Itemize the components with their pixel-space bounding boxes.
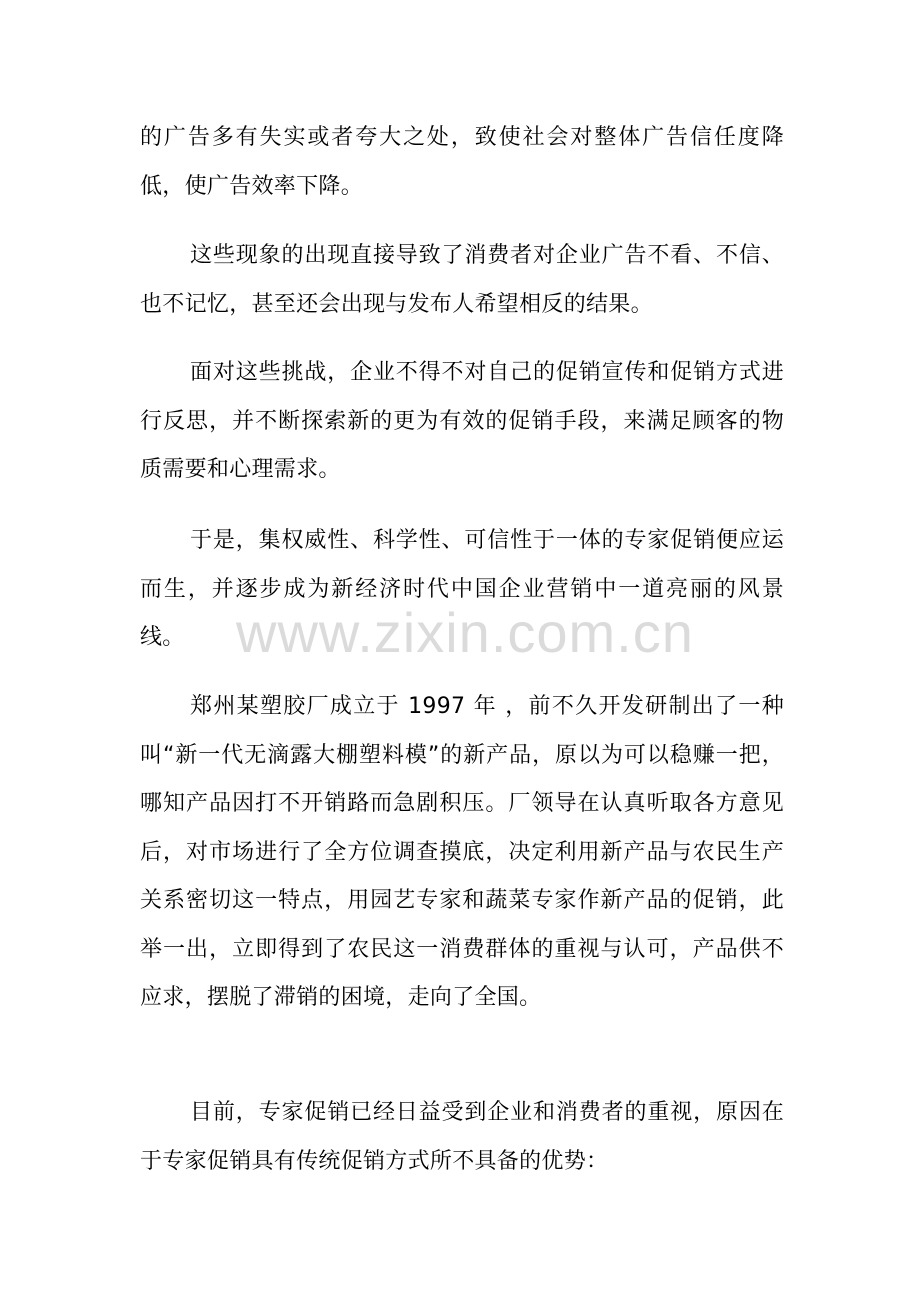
- paragraph-1: 的广告多有失实或者夸大之处，致使社会对整体广告信任度降低，使广告效率下降。: [140, 125, 784, 199]
- watermark: www.zixin.com.cn: [236, 601, 694, 664]
- paragraph-5: 郑州某塑胶厂成立于 1997 年 ，前不久开发研制出了一种叫“新一代无滴露大棚塑料模”的新产品，原以为可以稳赚一把，哪知产品因打不开销路而急剧积压。厂领导在认真听取各方意见后，对市场进行了全方位调查摸底，决定利用新产品与农民生产关系密切这一特点，用园艺专家和蔬菜专家作新产品的促销，此举一出，立即得到了农民这一消费群体的重视与认可，产品供不应求，摆脱了滞销的困境，走向了全国。: [140, 694, 784, 1010]
- paragraph-3: 面对这些挑战，企业不得不对自己的促销宣传和促销方式进行反思，并不断探索新的更为有效的促销手段，来满足顾客的物质需要和心理需求。: [140, 360, 784, 482]
- paragraph-4: 于是，集权威性、科学性、可信性于一体的专家促销便应运而生，并逐步成为新经济时代中国企业营销中一道亮丽的风景线。: [140, 528, 784, 650]
- paragraph-2: 这些现象的出现直接导致了消费者对企业广告不看、不信、也不记忆，甚至还会出现与发布人希望相反的结果。: [140, 243, 784, 317]
- paragraph-6: 目前，专家促销已经日益受到企业和消费者的重视，原因在于专家促销具有传统促销方式所不具备的优势：: [140, 1100, 784, 1174]
